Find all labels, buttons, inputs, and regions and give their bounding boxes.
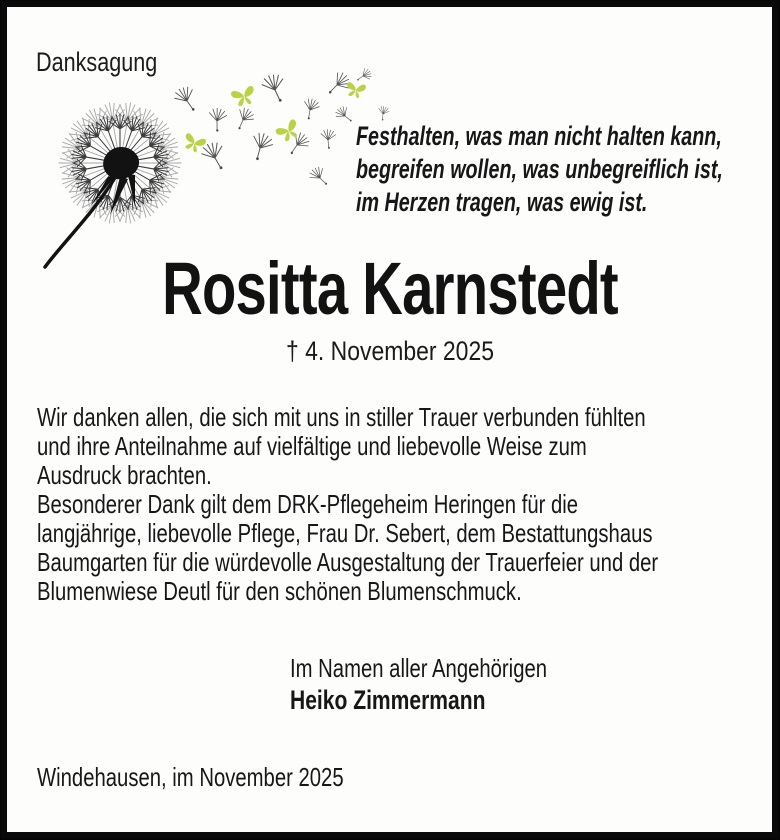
butterfly-icon — [181, 132, 207, 155]
body-line: Ausdruck brachten. — [37, 460, 212, 490]
body-line: Wir danken allen, die sich mit uns in stiller Trauer verbunden fühlten — [37, 402, 646, 432]
death-date: † 4. November 2025 — [286, 336, 494, 366]
butterfly-icons — [181, 81, 366, 155]
body-line: Besonderer Dank gilt dem DRK-Pflegeheim Heringen für die — [37, 489, 579, 519]
danksagung-heading: Danksagung — [36, 47, 158, 77]
quote-line: Festhalten, was man nicht halten kann, — [356, 121, 722, 151]
thanks-paragraph — [37, 403, 658, 606]
signature-name: Heiko Zimmermann — [290, 685, 486, 715]
quote-line: im Herzen tragen, was ewig ist. — [356, 187, 648, 217]
butterfly-icon — [345, 81, 367, 99]
dandelion-icon — [57, 100, 182, 226]
body-line: langjährige, liebevolle Pflege, Frau Dr. Sebert, dem Bestattungshaus — [37, 518, 653, 548]
body-line: Blumenwiese Deutl für den schönen Blumenschmuck. — [37, 576, 522, 606]
signature-block — [290, 652, 547, 716]
quote-line: begreifen wollen, was unbegreiflich ist, — [356, 154, 723, 184]
deceased-name: Rositta Karnstedt — [162, 247, 618, 330]
body-line: und ihre Anteilnahme auf vielfältige und liebevolle Weise zum — [37, 431, 587, 461]
signature-intro: Im Namen aller Angehörigen — [290, 653, 548, 683]
butterfly-icon — [230, 85, 257, 108]
memorial-quote — [356, 120, 723, 219]
place-date: Windehausen, im November 2025 — [37, 762, 344, 792]
body-line: Baumgarten für die würdevolle Ausgestaltung der Trauerfeier und der — [37, 547, 659, 577]
dandelion-illustration — [18, 64, 400, 278]
